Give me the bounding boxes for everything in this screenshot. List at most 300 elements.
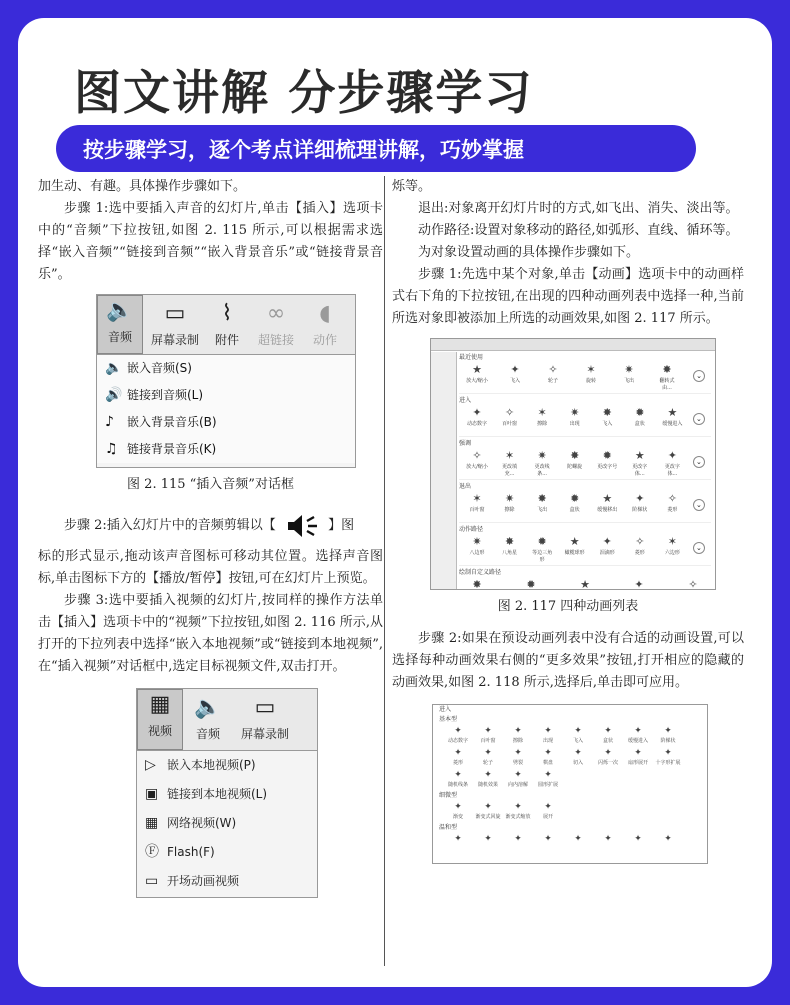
animation-effect-label: 飞出 xyxy=(623,378,634,384)
star-icon: ✦ xyxy=(514,802,522,812)
menu-item-label: 链接背景音乐(K) xyxy=(127,442,217,456)
effect-item-label: 缓慢进入 xyxy=(627,738,648,744)
animation-effect-label: 擦除 xyxy=(537,421,548,427)
effect-section-title: 温和型 xyxy=(439,824,458,831)
star-icon: ✹ xyxy=(537,535,547,548)
animation-effect[interactable] xyxy=(595,534,619,565)
animation-gallery xyxy=(459,353,711,590)
star-icon: ✸ xyxy=(662,363,672,376)
animation-effect-label: 百叶窗 xyxy=(469,507,485,513)
effect-item[interactable] xyxy=(593,833,623,855)
star-icon: ✧ xyxy=(635,535,645,548)
star-icon: ★ xyxy=(634,449,645,462)
right-column xyxy=(392,176,744,864)
effect-item-label: 阶梯状 xyxy=(660,738,676,744)
monitor-icon: ▭ xyxy=(164,301,186,326)
effect-item-label: 随机效果 xyxy=(477,782,498,788)
animation-effect[interactable] xyxy=(530,491,554,522)
star-icon: ✸ xyxy=(472,578,482,590)
paragraph-text: 步骤 2:插入幻灯片中的音频剪辑以【 xyxy=(64,518,276,533)
animation-effect-label: 飞入 xyxy=(509,378,520,384)
star-icon: ✦ xyxy=(664,748,672,758)
more-effects-button[interactable]: ⌄ xyxy=(693,542,705,554)
right-paragraph-6: 步骤 2:如果在预设动画列表中没有合适的动画设置,可以选择每种动画效果右侧的“更多效果”按钮,打开相应的隐藏的动画效果,如图 2. 118 所示,选择后,单击即可应用。 xyxy=(392,631,744,690)
menu-item-label: 嵌入本地视频(P) xyxy=(167,758,256,772)
animation-effect-label: 缓慢移出 xyxy=(597,507,618,513)
effect-item[interactable] xyxy=(443,801,473,823)
menu-item-flash[interactable] xyxy=(137,838,317,867)
animation-group xyxy=(459,439,711,480)
link-audio-icon: 🔊 xyxy=(105,387,123,403)
effect-grid xyxy=(433,725,707,791)
screen-record-button[interactable] xyxy=(145,299,205,351)
star-icon: ✧ xyxy=(472,449,482,462)
animation-effect[interactable] xyxy=(660,491,684,522)
animation-effect-label: 菱形 xyxy=(634,550,645,556)
menu-item-label: 开场动画视频 xyxy=(167,874,240,888)
effect-item-label: 扇形展开 xyxy=(627,760,648,766)
more-effects-title: 进入 xyxy=(439,706,452,713)
animation-effect[interactable] xyxy=(628,448,652,479)
animation-group-title: 退出 xyxy=(459,483,472,490)
video-menu xyxy=(137,751,317,896)
animation-effect-label: 旋转 xyxy=(585,378,596,384)
left-paragraph-5: 步骤 3:选中要插入视频的幻灯片,按同样的操作方法单击【插入】选项卡中的“视频”下拉按钮,如图 2. 116 所示,从打开的下拉列表中选择“嵌入本地视频”或“链接到本地视频”,在“插入视频”对话框中,选定目标视频文件,双击打开。 xyxy=(38,593,383,674)
effect-item-label: 动态数字 xyxy=(447,738,468,744)
record-icon: ▭ xyxy=(145,873,159,889)
speaker-icon xyxy=(284,513,320,539)
star-icon: ✦ xyxy=(454,748,462,758)
effect-item[interactable] xyxy=(533,769,563,791)
animation-effect[interactable] xyxy=(617,362,641,393)
link-video-icon: ▣ xyxy=(145,786,159,802)
star-icon: ✦ xyxy=(514,770,522,780)
effect-item-label: 向内溶解 xyxy=(507,782,528,788)
effect-item-label: 棋盘 xyxy=(542,760,553,766)
effect-section-title: 基本型 xyxy=(439,716,458,723)
effect-item-label: 飞入 xyxy=(572,738,583,744)
effect-item-label: 十字形扩展 xyxy=(655,760,681,766)
animation-effect-label: 动态数字 xyxy=(466,421,487,427)
right-paragraph-1: 烁等。 xyxy=(392,179,432,194)
video-button[interactable] xyxy=(137,689,183,750)
animation-effect-label: 缓慢进入 xyxy=(662,421,683,427)
star-icon: ✦ xyxy=(514,726,522,736)
animation-effect-label: 橄榄球形 xyxy=(564,550,585,556)
effect-item[interactable] xyxy=(443,769,473,791)
effect-item[interactable] xyxy=(623,725,653,747)
star-icon: ✶ xyxy=(504,449,515,462)
star-icon: ✷ xyxy=(570,406,580,419)
effect-grid xyxy=(433,833,707,855)
animation-effect-label: 更改字号 xyxy=(597,464,618,470)
star-icon: ✦ xyxy=(634,748,642,758)
star-icon: ✶ xyxy=(586,363,596,376)
star-icon: ✦ xyxy=(472,406,482,419)
effect-item[interactable] xyxy=(533,801,563,823)
effect-item[interactable] xyxy=(473,747,503,769)
star-icon: ★ xyxy=(667,406,678,419)
star-icon: ✦ xyxy=(667,449,677,462)
star-icon: ✧ xyxy=(504,406,515,419)
effect-item[interactable] xyxy=(473,769,503,791)
more-effects-button[interactable]: ⌄ xyxy=(693,499,705,511)
animation-effect[interactable] xyxy=(563,448,587,479)
animation-effect-label: 出现 xyxy=(569,421,580,427)
star-icon: ✦ xyxy=(604,834,612,844)
link-music-icon: ♫ xyxy=(105,441,118,457)
animation-effect[interactable] xyxy=(465,491,489,522)
animation-group-title: 进入 xyxy=(459,397,472,404)
star-icon: ✦ xyxy=(544,802,552,812)
more-effects-button[interactable]: ⌄ xyxy=(693,413,705,425)
effect-item[interactable] xyxy=(533,833,563,855)
right-paragraph-3: 动作路径:设置对象移动的路径,如弧形、直线、循环等。 xyxy=(418,223,739,238)
animation-effect-label: 擦除 xyxy=(504,507,515,513)
menu-item-embed-music[interactable] xyxy=(97,409,355,436)
menu-item-link-audio[interactable] xyxy=(97,382,355,409)
animation-group xyxy=(459,482,711,523)
animation-effect[interactable] xyxy=(465,448,489,479)
effect-item-label: 渐变式缩放 xyxy=(505,814,531,820)
ribbon-label: 屏幕录制 xyxy=(240,727,289,741)
speaker-icon: 🔈 xyxy=(106,298,134,323)
animation-effect-label: 百叶窗 xyxy=(502,421,518,427)
star-icon: ✧ xyxy=(548,363,558,376)
animation-row xyxy=(459,362,711,394)
effect-item[interactable] xyxy=(563,725,593,747)
animation-effect[interactable] xyxy=(465,362,489,393)
animation-row xyxy=(459,577,711,590)
effect-item-label: 出现 xyxy=(542,738,553,744)
star-icon: ✸ xyxy=(504,535,515,548)
effect-item[interactable] xyxy=(533,725,563,747)
ribbon-label: 音频 xyxy=(195,727,220,741)
animation-effect[interactable] xyxy=(655,362,679,393)
animation-effect[interactable] xyxy=(563,491,587,522)
effect-item[interactable] xyxy=(443,725,473,747)
animation-effect[interactable] xyxy=(530,534,554,565)
star-icon: ✷ xyxy=(504,492,515,505)
right-paragraph-4: 为对象设置动画的具体操作步骤如下。 xyxy=(418,245,640,260)
left-column xyxy=(38,176,383,898)
more-effects-button[interactable]: ⌄ xyxy=(693,456,705,468)
effect-item[interactable] xyxy=(503,801,533,823)
animation-effect[interactable] xyxy=(498,405,522,436)
effect-item[interactable] xyxy=(503,725,533,747)
animation-effect[interactable] xyxy=(503,362,527,393)
menu-item-label: 网络视频(W) xyxy=(167,816,237,830)
animation-group xyxy=(459,568,711,590)
banner-text: 按步骤学习，逐个考点详细梳理讲解，巧妙掌握 xyxy=(83,138,524,162)
animation-effect-label: 更改填充... xyxy=(502,464,518,477)
effect-item-label: 百叶窗 xyxy=(480,738,496,744)
menu-item-label: 嵌入背景音乐(B) xyxy=(127,415,217,429)
animation-group-title: 强调 xyxy=(459,440,472,447)
figure-2-115-caption: 图 2. 115 “插入音频”对话框 xyxy=(127,477,294,492)
play-box-icon: ▷ xyxy=(145,757,156,773)
insert-ribbon xyxy=(97,295,355,355)
star-icon: ✦ xyxy=(634,578,644,590)
audio-button[interactable] xyxy=(97,295,143,354)
animation-effect[interactable] xyxy=(465,534,489,565)
star-icon: ✹ xyxy=(635,406,645,419)
left-paragraph-3 xyxy=(38,512,383,540)
star-icon: ✦ xyxy=(454,834,462,844)
figure-2-118 xyxy=(432,704,708,864)
effect-item[interactable] xyxy=(473,801,503,823)
paperclip-icon: ⌇ xyxy=(221,301,233,326)
effect-item[interactable] xyxy=(623,833,653,855)
animation-row xyxy=(459,405,711,437)
animation-effect-label: 盒状 xyxy=(569,507,580,513)
animation-effect[interactable] xyxy=(465,577,489,590)
animation-effect[interactable] xyxy=(628,534,652,565)
animation-effect-label: 阶梯状 xyxy=(632,507,648,513)
animation-group-title: 绘制自定义路径 xyxy=(459,569,502,576)
star-icon: ✹ xyxy=(602,449,612,462)
menu-item-embed-audio[interactable] xyxy=(97,355,355,382)
animation-effect[interactable] xyxy=(681,577,705,590)
animation-effect[interactable] xyxy=(579,362,603,393)
animation-effect-label: 放大/缩小 xyxy=(466,464,488,470)
animation-effect[interactable] xyxy=(519,577,543,590)
effect-item-label: 劈裂 xyxy=(512,760,523,766)
animation-effect[interactable] xyxy=(595,405,619,436)
star-icon: ✷ xyxy=(624,363,634,376)
star-icon: ✦ xyxy=(454,770,462,780)
animation-row xyxy=(459,491,711,523)
star-icon: ✦ xyxy=(484,770,492,780)
star-icon: ✸ xyxy=(602,406,612,419)
star-icon: ✶ xyxy=(667,535,677,548)
star-icon: ✦ xyxy=(664,834,672,844)
effect-item-label: 切入 xyxy=(572,760,583,766)
film-icon: ▦ xyxy=(149,692,171,717)
star-icon: ✦ xyxy=(634,834,642,844)
effect-item[interactable] xyxy=(623,747,653,769)
effect-item[interactable] xyxy=(563,747,593,769)
animation-effect-label: 八角星 xyxy=(502,550,518,556)
page-title: 图文讲解 分步骤学习 xyxy=(74,66,534,121)
ribbon-label: 动作 xyxy=(312,333,337,347)
animation-group-title: 动作路径 xyxy=(459,526,484,533)
animation-effect[interactable] xyxy=(595,491,619,522)
effect-item-label: 圆形扩展 xyxy=(537,782,558,788)
animation-effect-label: 盒状 xyxy=(634,421,645,427)
insert-ribbon xyxy=(137,689,317,751)
effect-item[interactable] xyxy=(593,747,623,769)
effect-item[interactable] xyxy=(533,747,563,769)
star-icon: ✶ xyxy=(537,406,547,419)
effect-item[interactable] xyxy=(503,769,533,791)
right-paragraph-2: 退出:对象离开幻灯片时的方式,如飞出、消失、淡出等。 xyxy=(418,201,739,216)
menu-item-network-video[interactable] xyxy=(137,809,317,838)
menu-item-label: 链接到音频(L) xyxy=(127,388,204,402)
figure-2-117 xyxy=(430,338,716,590)
animation-effect[interactable] xyxy=(573,577,597,590)
effect-item-label: 渐变式回旋 xyxy=(475,814,501,820)
action-button[interactable] xyxy=(305,299,345,351)
effect-item-label: 闪烁一次 xyxy=(597,760,618,766)
star-icon: ✦ xyxy=(634,726,642,736)
animation-effect[interactable] xyxy=(541,362,565,393)
animation-effect[interactable] xyxy=(530,448,554,479)
animation-group xyxy=(459,353,711,394)
menu-item-link-video[interactable] xyxy=(137,780,317,809)
animation-effect-label: 放大/缩小 xyxy=(466,378,488,384)
effect-item[interactable] xyxy=(653,725,683,747)
star-icon: ✷ xyxy=(472,535,482,548)
star-icon: ✦ xyxy=(484,802,492,812)
left-paragraph-1: 加生动、有趣。具体操作步骤如下。 xyxy=(38,179,247,194)
star-icon: ✦ xyxy=(635,492,645,505)
animation-row xyxy=(459,534,711,566)
effect-grid xyxy=(433,801,707,823)
ribbon-label: 超链接 xyxy=(257,333,294,347)
effect-item[interactable] xyxy=(653,747,683,769)
animation-effect-label: 菱形 xyxy=(667,507,678,513)
star-icon: ✦ xyxy=(484,726,492,736)
figure-2-116 xyxy=(136,688,318,898)
animation-effect[interactable] xyxy=(660,448,684,479)
animation-effect-label: 轮子 xyxy=(547,378,558,384)
menu-item-label: 链接到本地视频(L) xyxy=(167,787,268,801)
star-icon: ✦ xyxy=(484,834,492,844)
star-icon: ✦ xyxy=(664,726,672,736)
monitor-icon: ▭ xyxy=(254,695,276,720)
effect-item-label: 擦除 xyxy=(512,738,523,744)
audio-button[interactable] xyxy=(185,693,231,745)
star-icon: ✶ xyxy=(472,492,482,505)
star-icon: ✦ xyxy=(510,363,520,376)
effect-item[interactable] xyxy=(593,725,623,747)
star-icon: ✦ xyxy=(602,535,612,548)
animation-effect[interactable] xyxy=(627,577,651,590)
animation-effect-label: 六边形 xyxy=(664,550,680,556)
animation-effect[interactable] xyxy=(498,534,522,565)
animation-effect-label: 泪滴形 xyxy=(599,550,615,556)
effect-item-label: 展开 xyxy=(542,814,553,820)
effect-item[interactable] xyxy=(443,747,473,769)
screen-record-button[interactable] xyxy=(233,693,297,745)
animation-effect[interactable] xyxy=(563,405,587,436)
effect-item-label: 菱形 xyxy=(452,760,463,766)
banner xyxy=(56,125,696,172)
animation-effect[interactable] xyxy=(530,405,554,436)
star-icon: ✦ xyxy=(574,834,582,844)
star-icon: ✦ xyxy=(574,726,582,736)
effect-item[interactable] xyxy=(443,833,473,855)
animation-row xyxy=(459,448,711,480)
hyperlink-button[interactable] xyxy=(249,299,303,351)
column-divider xyxy=(384,176,385,966)
star-icon: ✦ xyxy=(604,726,612,736)
animation-effect[interactable] xyxy=(660,534,684,565)
animation-effect[interactable] xyxy=(498,448,522,479)
star-icon: ✦ xyxy=(544,770,552,780)
menu-item-label: Flash(F) xyxy=(167,845,215,859)
effect-item[interactable] xyxy=(563,833,593,855)
mouse-icon: ◖ xyxy=(319,301,331,326)
menu-item-link-music[interactable] xyxy=(97,436,355,463)
ribbon-label: 视频 xyxy=(147,724,172,738)
menu-item-embed-video[interactable] xyxy=(137,751,317,780)
star-icon: ✸ xyxy=(537,492,547,505)
effect-item-label: 渐变 xyxy=(452,814,463,820)
star-icon: ✸ xyxy=(570,449,580,462)
network-video-icon: ▦ xyxy=(145,815,159,831)
flash-icon: Ⓕ xyxy=(145,844,159,860)
animation-effect[interactable] xyxy=(595,448,619,479)
animation-effect-label: 陀螺旋 xyxy=(567,464,583,470)
effect-item[interactable] xyxy=(503,747,533,769)
figure-2-117-caption: 图 2. 117 四种动画列表 xyxy=(497,599,639,614)
speaker-icon: 🔈 xyxy=(194,695,222,720)
ribbon-label: 音频 xyxy=(107,330,132,344)
star-icon: ✦ xyxy=(514,834,522,844)
effect-item[interactable] xyxy=(503,833,533,855)
animation-effect-label: 八边形 xyxy=(469,550,485,556)
effect-item[interactable] xyxy=(473,833,503,855)
ribbon-label: 附件 xyxy=(214,333,239,347)
animation-effect[interactable] xyxy=(498,491,522,522)
star-icon: ✦ xyxy=(544,748,552,758)
animation-effect-label: 更改字体... xyxy=(664,464,680,477)
star-icon: ✦ xyxy=(484,748,492,758)
menu-item-label: 嵌入音频(S) xyxy=(127,361,192,375)
animation-group xyxy=(459,396,711,437)
star-icon: ✷ xyxy=(537,449,547,462)
animation-group xyxy=(459,525,711,566)
menu-item-opening-video[interactable] xyxy=(137,867,317,896)
effect-item-label: 轮子 xyxy=(482,760,493,766)
animation-ribbon xyxy=(431,339,715,351)
ribbon-label: 屏幕录制 xyxy=(150,333,199,347)
slide-thumbnails xyxy=(431,352,457,590)
star-icon: ✦ xyxy=(604,748,612,758)
animation-effect[interactable] xyxy=(628,491,652,522)
star-icon: ✦ xyxy=(454,802,462,812)
animation-effect[interactable] xyxy=(563,534,587,565)
left-paragraph-4: 标的形式显示,拖动该声音图标可移动其位置。选择声音图标,单击图标下方的【播放/暂停】按钮,可在幻灯片上预览。 xyxy=(38,549,383,586)
animation-effect-label: 更改线条... xyxy=(534,464,550,477)
animation-effect[interactable] xyxy=(465,405,489,436)
effect-section-title: 细微型 xyxy=(439,792,458,799)
star-icon: ✦ xyxy=(574,748,582,758)
paragraph-text: 】图 xyxy=(328,518,355,533)
more-effects-button[interactable]: ⌄ xyxy=(693,370,705,382)
attachment-button[interactable] xyxy=(207,299,247,351)
right-paragraph-5: 步骤 1:先选中某个对象,单击【动画】选项卡中的动画样式右下角的下拉按钮,在出现的四种动画列表中选择一种,当前所选对象即被添加上所选的动画效果,如图 2. 117 所示。 xyxy=(392,267,744,326)
star-icon: ✧ xyxy=(688,578,698,590)
star-icon: ★ xyxy=(580,578,590,590)
animation-effect-label: 飞出 xyxy=(537,507,548,513)
star-icon: ★ xyxy=(472,363,482,376)
effect-item[interactable] xyxy=(473,725,503,747)
star-icon: ✧ xyxy=(667,492,677,505)
effect-item[interactable] xyxy=(653,833,683,855)
effect-item-label: 盒状 xyxy=(602,738,613,744)
animation-effect[interactable] xyxy=(628,405,652,436)
star-icon: ✹ xyxy=(526,578,536,590)
animation-group-title: 最近使用 xyxy=(459,354,484,361)
audio-menu xyxy=(97,355,355,463)
figure-2-115 xyxy=(96,294,356,468)
star-icon: ✦ xyxy=(544,834,552,844)
animation-effect[interactable] xyxy=(660,405,684,436)
effect-item-label: 随机线条 xyxy=(447,782,468,788)
